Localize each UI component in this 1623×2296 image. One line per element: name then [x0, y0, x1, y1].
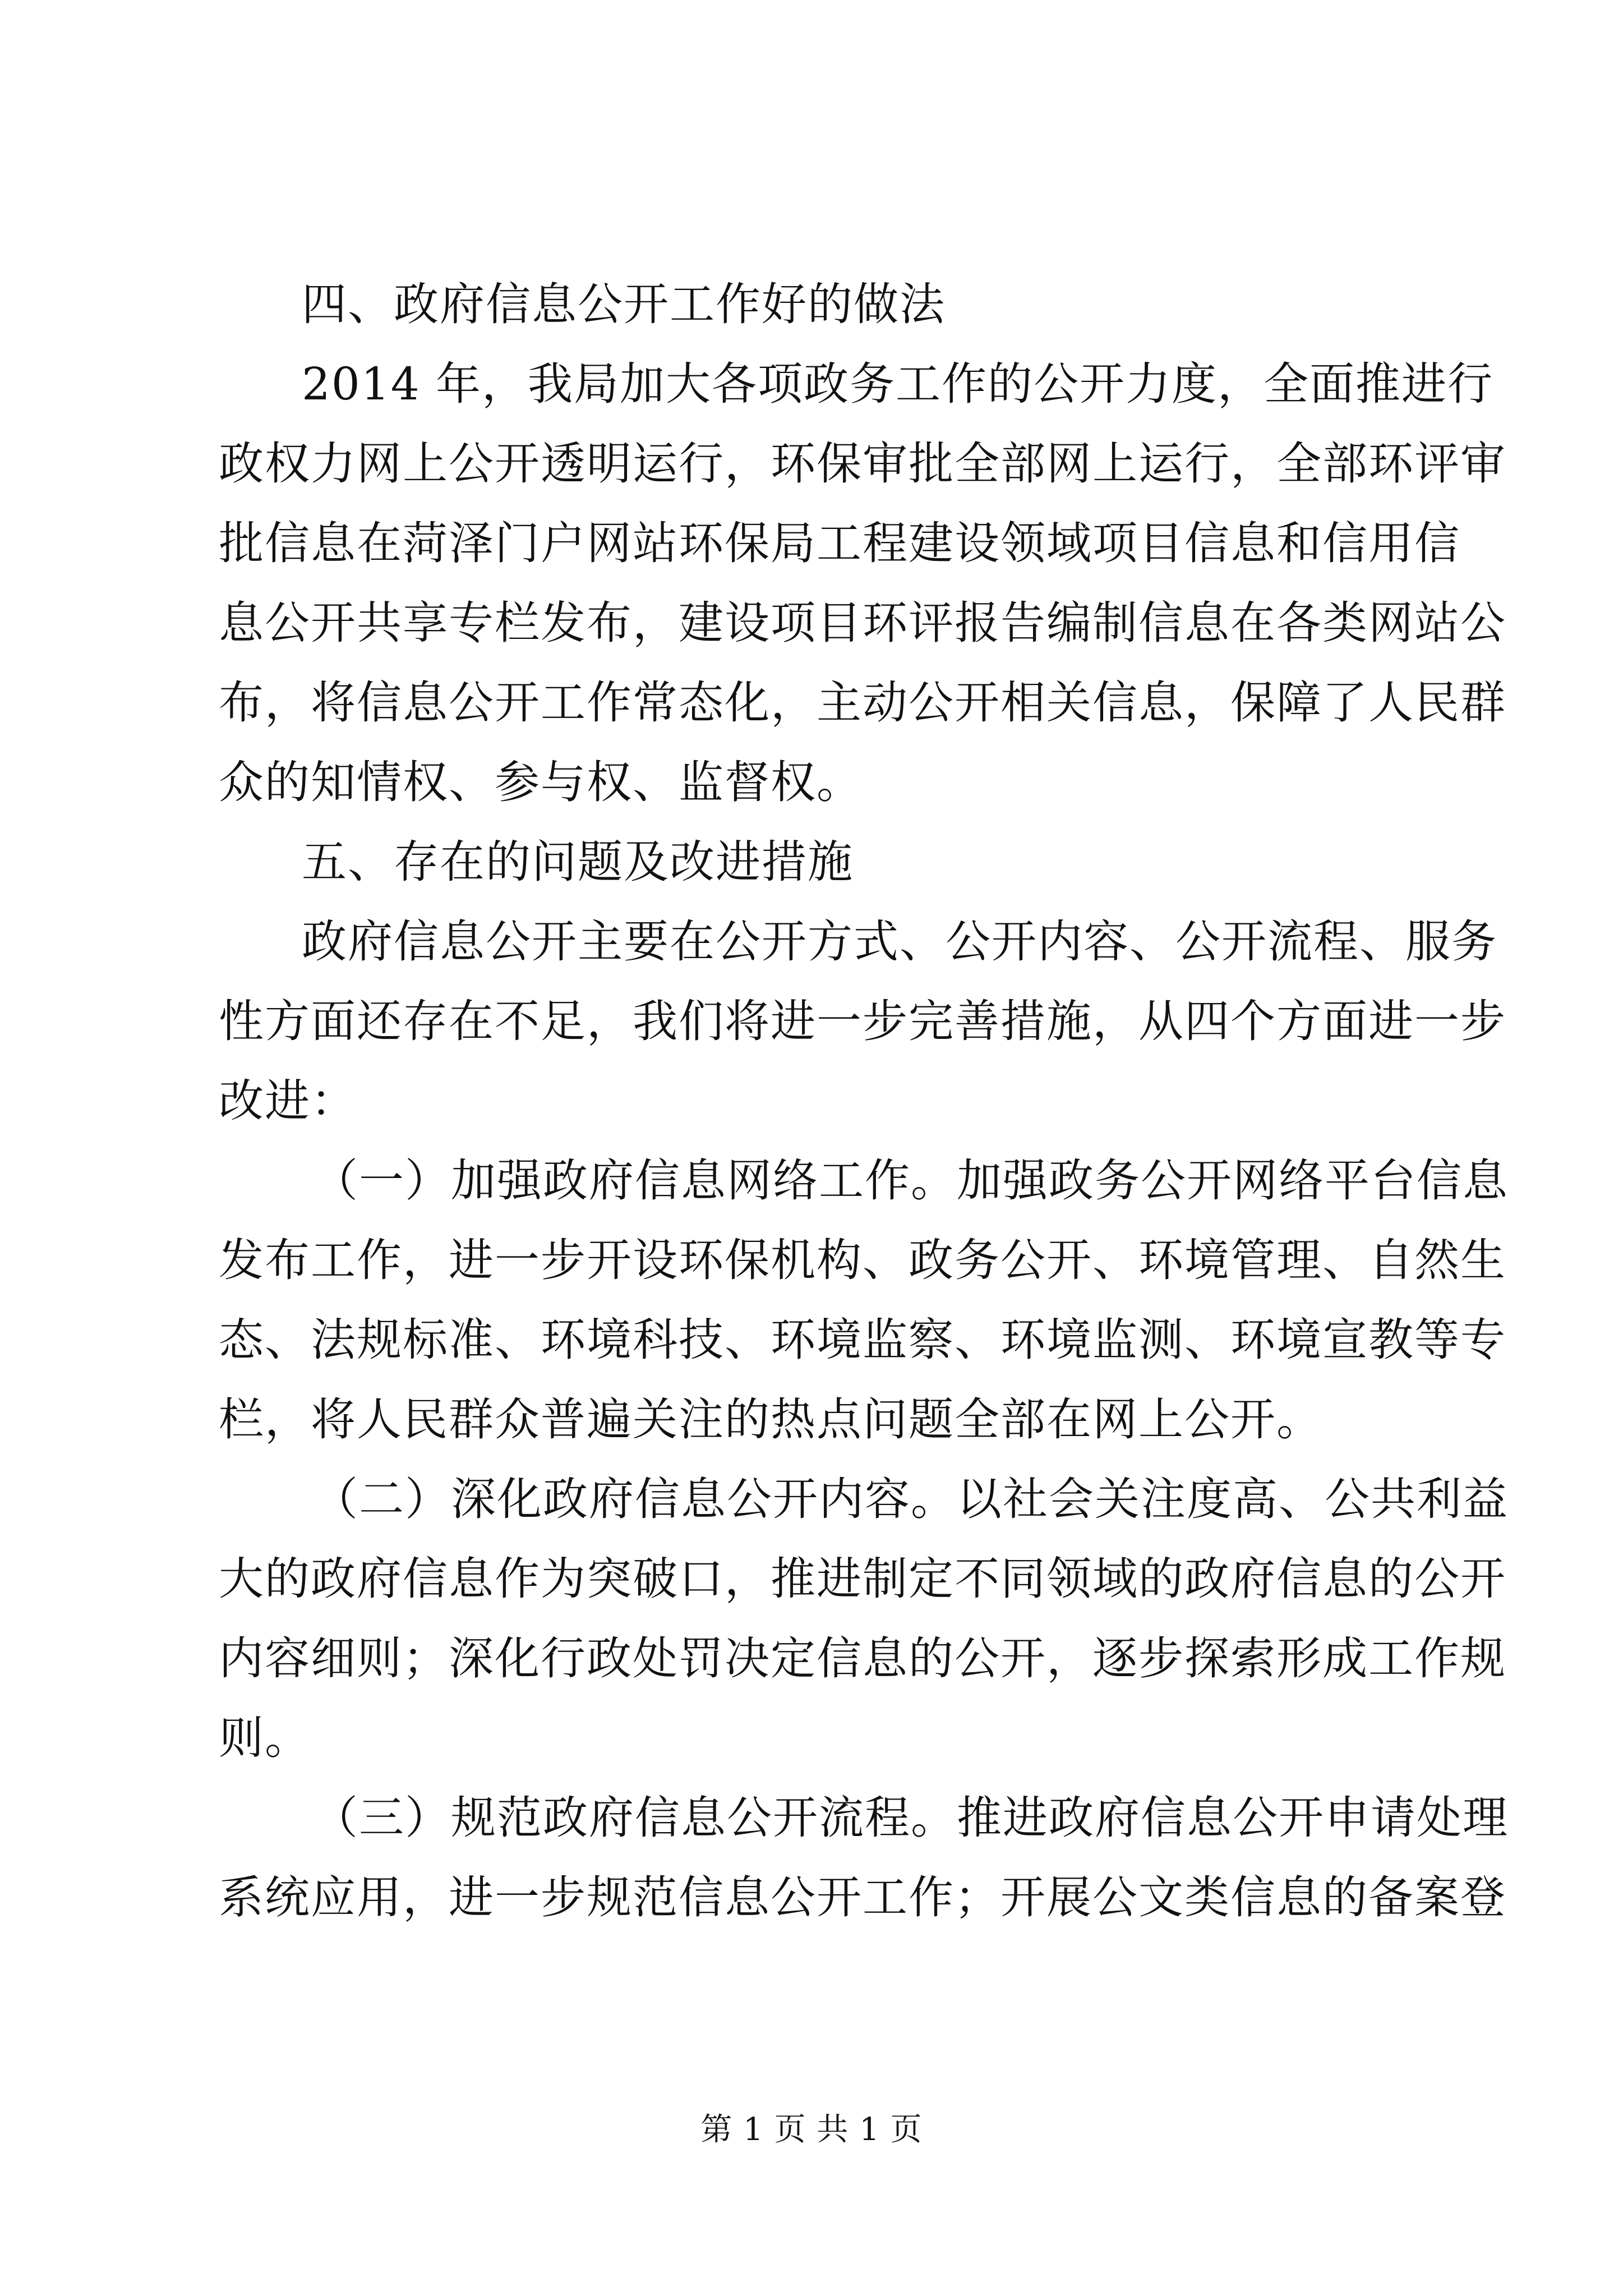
paragraph-line: 布，将信息公开工作常态化，主动公开相关信息，保障了人民群	[219, 677, 1506, 729]
paragraph-line: 政权力网上公开透明运行，环保审批全部网上运行，全部环评审	[219, 438, 1506, 490]
paragraph-line: 批信息在菏泽门户网站环保局工程建设领域项目信息和信用信	[219, 517, 1460, 569]
list-item-2-line: 内容细则；深化行政处罚决定信息的公开，逐步探索形成工作规	[219, 1632, 1506, 1685]
paragraph-line: 性方面还存在不足，我们将进一步完善措施，从四个方面进一步	[219, 995, 1506, 1047]
section-heading-4: 四、政府信息公开工作好的做法	[302, 278, 946, 330]
document-body	[219, 265, 1509, 1938]
list-item-3-line: 系统应用，进一步规范信息公开工作；开展公文类信息的备案登	[219, 1871, 1506, 1924]
list-item-1-line: （一）加强政府信息网络工作。加强政务公开网络平台信息	[313, 1154, 1509, 1207]
paragraph-line: 政府信息公开主要在公开方式、公开内容、公开流程、服务	[302, 915, 1497, 968]
list-item-1-line: 栏，将人民群众普遍关注的热点问题全部在网上公开。	[219, 1393, 1322, 1446]
paragraph-line: 众的知情权、参与权、监督权。	[219, 756, 863, 808]
list-item-2-line: 大的政府信息作为突破口，推进制定不同领域的政府信息的公开	[219, 1553, 1506, 1605]
list-item-2-line: （二）深化政府信息公开内容。以社会关注度高、公共利益	[313, 1473, 1509, 1525]
page-footer: 第 1 页 共 1 页	[700, 2111, 923, 2148]
paragraph-line: 改进：	[219, 1075, 357, 1127]
list-item-1-line: 态、法规标准、环境科技、环境监察、环境监测、环境宣教等专	[219, 1314, 1506, 1366]
paragraph-line: 息公开共享专栏发布，建设项目环评报告编制信息在各类网站公	[219, 597, 1506, 649]
list-item-1-line: 发布工作，进一步开设环保机构、政务公开、环境管理、自然生	[219, 1234, 1506, 1286]
section-heading-5: 五、存在的问题及改进措施	[302, 836, 854, 888]
paragraph-line: 2014 年，我局加大各项政务工作的公开力度，全面推进行	[302, 358, 1494, 410]
list-item-2-line: 则。	[219, 1712, 311, 1764]
list-item-3-line: （三）规范政府信息公开流程。推进政府信息公开申请处理	[313, 1792, 1509, 1844]
